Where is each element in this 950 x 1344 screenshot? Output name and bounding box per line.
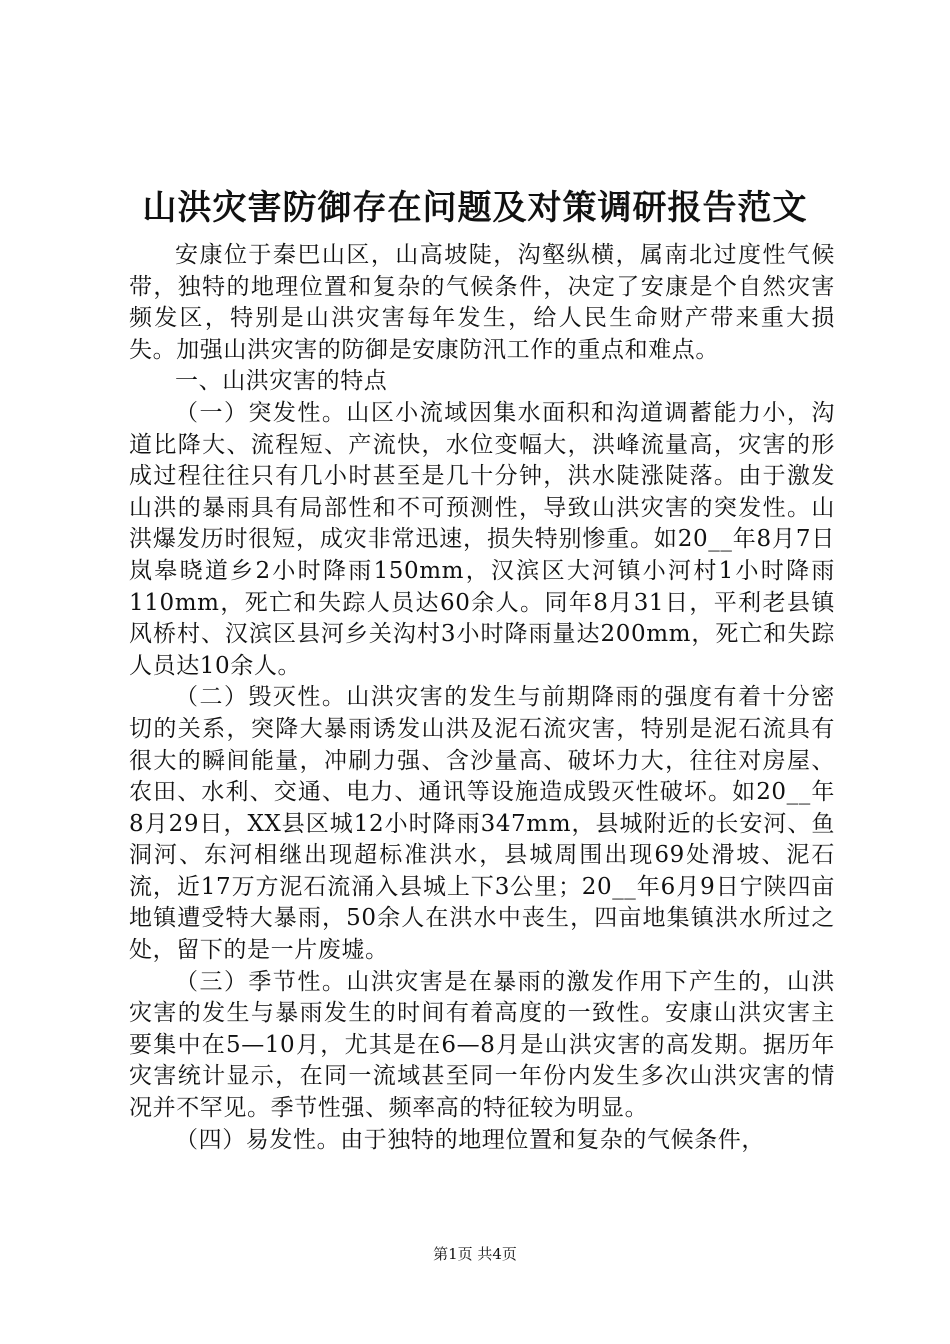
document-title: 山洪灾害防御存在问题及对策调研报告范文 (142, 188, 808, 228)
paragraph-frequent: （四）易发性。由于独特的地理位置和复杂的气候条件， (175, 1126, 765, 1153)
document-body (129, 240, 835, 1156)
page-footer: 第1页 共4页 (433, 1245, 517, 1263)
paragraph-destructive: （二）毁灭性。山洪灾害的发生与前期降雨的强度有着十分密切的关系，突降大暴雨诱发山洪及泥石流灾害，特别是泥石流具有很大的瞬间能量，冲刷力强、含沙量高、破坏力大，往往对房屋、农田、水利、交通、电力、通讯等设施造成毁灭性破坏。如20__年8月29日，XX县区城12小时降雨347mm，县城附近的长安河、鱼洞河、东河相继出现超标准洪水，县城周围出现69处滑坡、泥石流，近17万方泥石流涌入县城上下3公里；20__年6月9日宁陕四亩地镇遭受特大暴雨，50余人在洪水中丧生，四亩地集镇洪水所过之处，留下的是一片废墟。 (129, 684, 835, 964)
paragraph-sudden: （一）突发性。山区小流域因集水面积和沟道调蓄能力小，沟道比降大、流程短、产流快，水位变幅大，洪峰流量高，灾害的形成过程往往只有几小时甚至是几十分钟，洪水陡涨陡落。由于激发山洪的暴雨具有局部性和不可预测性，导致山洪灾害的突发性。山洪爆发历时很短，成灾非常迅速，损失特别惨重。如20__年8月7日岚皋晓道乡2小时降雨150mm，汉滨区大河镇小河村1小时降雨110mm，死亡和失踪人员达60余人。同年8月31日，平利老县镇风桥村、汉滨区县河乡关沟村3小时降雨量达200mm，死亡和失踪人员达10余人。 (129, 399, 835, 679)
paragraph-intro: 安康位于秦巴山区，山高坡陡，沟壑纵横，属南北过度性气候带，独特的地理位置和复杂的气候条件，决定了安康是个自然灾害频发区，特别是山洪灾害每年发生，给人民生命财产带来重大损失。加强山洪灾害的防御是安康防汛工作的重点和难点。 (129, 242, 835, 363)
section-heading: 一、山洪灾害的特点 (175, 368, 388, 395)
paragraph-seasonal: （三）季节性。山洪灾害是在暴雨的激发作用下产生的，山洪灾害的发生与暴雨发生的时间有着高度的一致性。安康山洪灾害主要集中在5—10月，尤其是在6—8月是山洪灾害的高发期。据历年灾害统计显示，在同一流域甚至同一年份内发生多次山洪灾害的情况并不罕见。季节性强、频率高的特征较为明显。 (129, 968, 835, 1122)
